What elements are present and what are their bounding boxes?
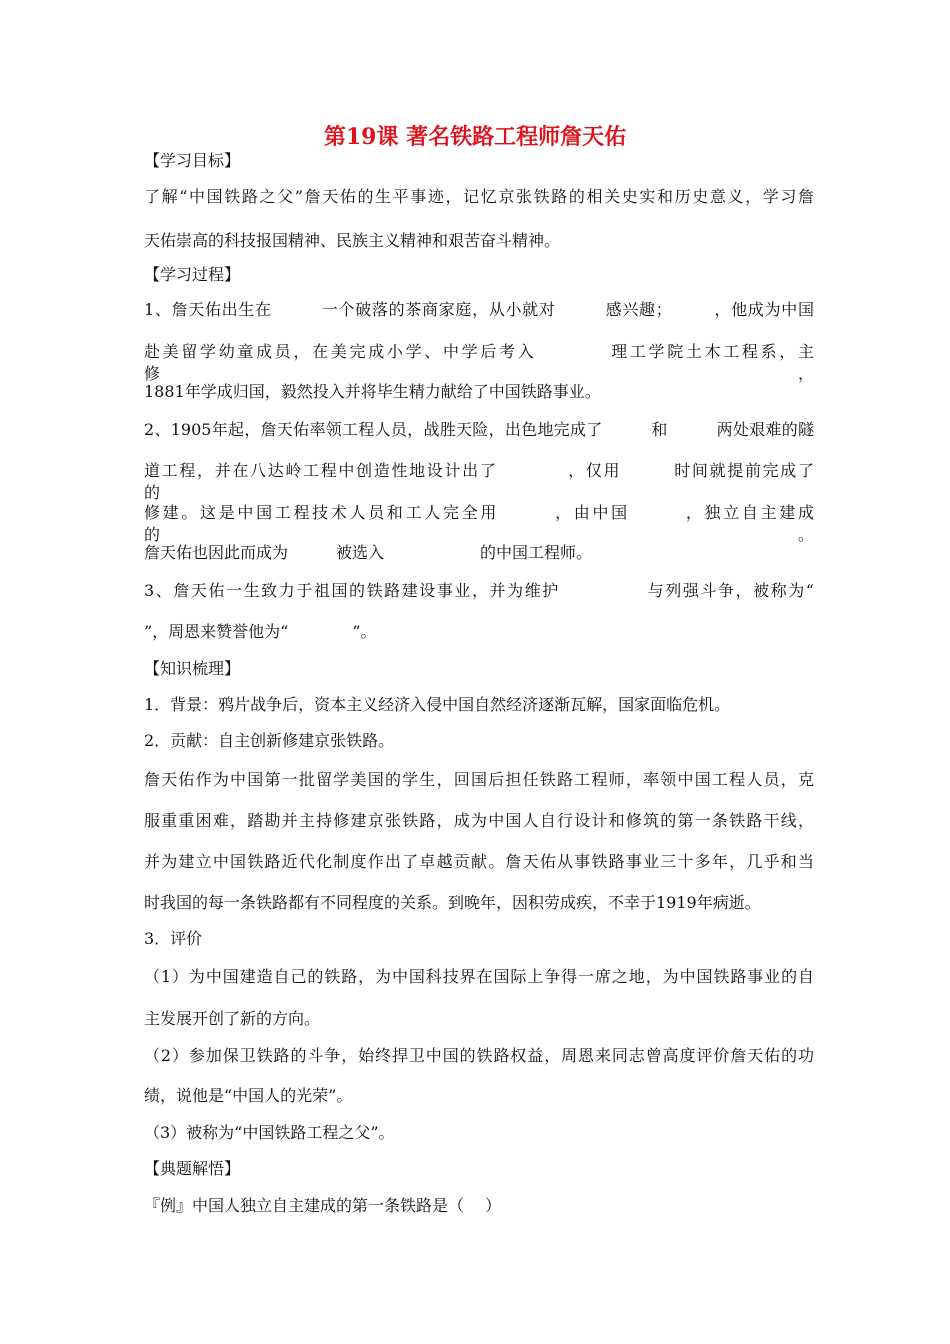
example-question: 『例』中国人独立自主建成的第一条铁路是（ ）: [144, 1196, 502, 1215]
page-title: 第19课 著名铁路工程师詹天佑: [323, 124, 627, 150]
process-line: 1、詹天佑出生在 一个破落的茶商家庭，从小就对 感兴趣； ，他成为中国: [144, 300, 814, 319]
knowledge-line: 绩，说他是“中国人的光荣”。: [144, 1086, 353, 1105]
process-line: 3、詹天佑一生致力于祖国的铁路建设事业，并为维护 与列强斗争，被称为“: [144, 581, 814, 600]
knowledge-line: （2）参加保卫铁路的斗争，始终捍卫中国的铁路权益，周恩来同志曾高度评价詹天佑的功: [144, 1046, 814, 1065]
goals-line: 天佑崇高的科技报国精神、民族主义精神和艰苦奋斗精神。: [144, 231, 561, 250]
process-line: 赴美留学幼童成员，在美完成小学、中学后考入 理工学院土木工程系，主修 ，: [144, 342, 814, 383]
knowledge-line: 3．评价: [144, 929, 203, 948]
process-line: 道工程，并在八达岭工程中创造性地设计出了 ，仅用 时间就提前完成了 的: [144, 461, 863, 502]
section-heading-process: 【学习过程】: [144, 265, 241, 284]
knowledge-line: （3）被称为“中国铁路工程之父”。: [144, 1123, 395, 1142]
knowledge-line: 1．背景：鸦片战争后，资本主义经济入侵中国自然经济逐渐瓦解，国家面临危机。: [144, 695, 731, 714]
knowledge-line: 服重重困难，踏勘并主持修建京张铁路，成为中国人自行设计和修筑的第一条铁路干线，: [144, 811, 814, 830]
knowledge-line: 并为建立中国铁路近代化制度作出了卓越贡献。詹天佑从事铁路事业三十多年，几乎和当: [144, 852, 814, 871]
section-heading-knowledge: 【知识梳理】: [144, 659, 241, 678]
goals-line: 了解“中国铁路之父”詹天佑的生平事迹，记忆京张铁路的相关史实和历史意义，学习詹: [144, 187, 814, 206]
knowledge-line: 时我国的每一条铁路都有不同程度的关系。到晚年，因积劳成疾，不幸于1919年病逝。: [144, 893, 761, 912]
knowledge-line: 主发展开创了新的方向。: [144, 1009, 321, 1028]
process-line: 修建。这是中国工程技术人员和工人完全用 ，由中国 ，独立自主建成的 。: [144, 503, 814, 544]
process-line: 詹天佑也因此而成为 被选入 的中国工程师。: [144, 543, 593, 562]
knowledge-line: 2．贡献：自主创新修建京张铁路。: [144, 731, 395, 750]
section-heading-examples: 【典题解悟】: [144, 1159, 241, 1178]
knowledge-line: 詹天佑作为中国第一批留学美国的学生，回国后担任铁路工程师，率领中国工程人员，克: [144, 770, 814, 789]
section-heading-goals: 【学习目标】: [144, 151, 241, 170]
process-line: 2、1905年起，詹天佑率领工程人员，战胜天险，出色地完成了 和 两处艰难的隧: [144, 420, 814, 439]
process-line: 1881年学成归国，毅然投入并将毕生精力献给了中国铁路事业。: [144, 382, 601, 401]
knowledge-line: （1）为中国建造自己的铁路，为中国科技界在国际上争得一席之地，为中国铁路事业的自: [144, 967, 814, 986]
process-line: ”，周恩来赞誉他为“ ”。: [144, 622, 377, 641]
